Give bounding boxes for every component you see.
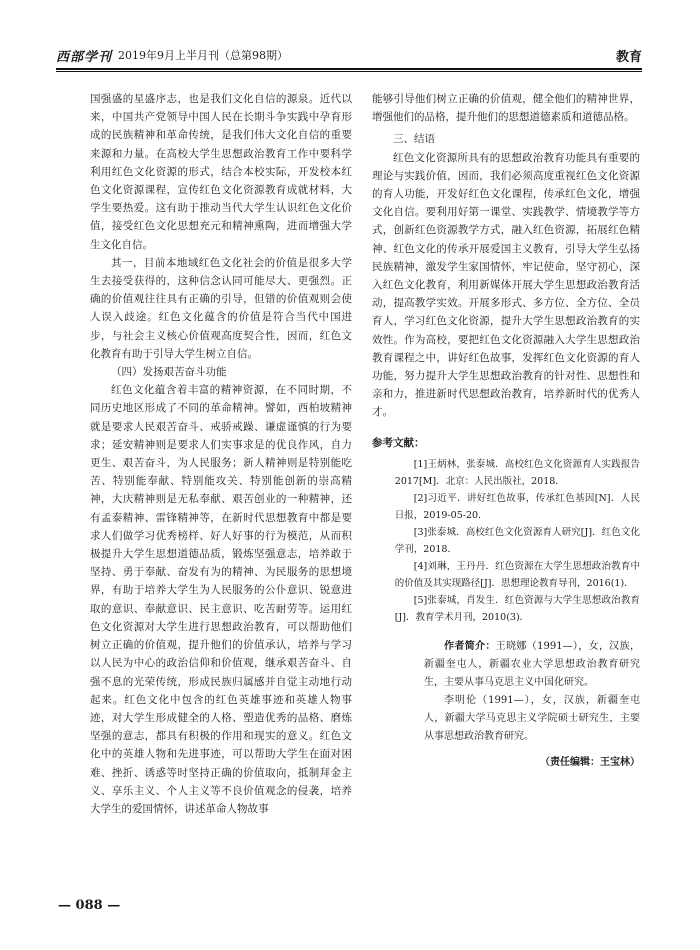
- header-rule-thin: [56, 71, 642, 72]
- right-column: [372, 90, 640, 772]
- author-line: [372, 638, 640, 692]
- page-number: — 088 —: [58, 898, 121, 913]
- section-name: 教育: [615, 50, 642, 65]
- header-rule: [56, 68, 642, 70]
- paragraph: 其一，目前本地域红色文化社会的价值是很多大学生去接受获得的，这种信念认同可能尽大、更强烈。正确的价值观往往具有正确的引导，但错的价值观则会使人误入歧途。红色文化蕴含的价值是符合当代中国进步，与社会主义核心价值观高度契合性，因而，红色文化教育有助于引导大学生树立自信。: [90, 256, 352, 360]
- paragraph: 红色文化资源所具有的思想政治教育功能具有重要的理论与实践价值，因而，我们必须高度重视红色文化资源的育人功能，开发好红色文化课程，传承红色文化，增强文化自信。要利用好第一课堂、实践教学、情境教学等方式，创新红色资源教学方式，融入红色资源，拓展红色精神、红色文化的传承开展爱国主义教育，引导大学生弘扬民族精神，激发学生家国情怀，牢记使命，坚守初心，深入红色文化教育，利用新媒体开展大学生思想政治教育活动，提高教学实效。开展多形式、多方位、全方位、全员育人，学习红色文化资源，提升大学生思想政治教育的实效性。作为高校，要把红色文化资源融入大学生思想政治教育课程之中，讲好红色故事，发挥红色文化资源的育人功能，努力提升大学生思想政治教育的针对性、思想性和亲和力，推进新时代思想政治教育，培养新时代的优秀人才。: [372, 151, 640, 419]
- author-text: 王晓娜（1991—），女，汉族，新疆奎屯人，新疆农业大学思想政治教育研究生，主要从事马克思主义中国化研究。: [424, 640, 640, 688]
- reference-item: [4]刘琳，王丹丹．红色资源在大学生思想政治教育中的价值及其实现路径[J]．思想理论教育导刊，2016(1)．: [394, 560, 640, 589]
- journal-name: 西部学刊: [56, 50, 113, 65]
- reference-item: [1]王炳林，张泰城．高校红色文化资源育人实践报告2017[M]．北京：人民出版社，2018．: [394, 458, 640, 487]
- paragraph: 红色文化蕴含着丰富的精神资源，在不同时期，不同历史地区形成了不同的革命精神。譬如，西柏坡精神就是要求人民艰苦奋斗、戒骄戒躁、谦虚谨慎的行为要求；延安精神则是要求人们实事求是的优良作风，自力更生、艰苦奋斗，为人民服务；新人精神则是特别能吃苦、特别能奉献、特别能攻关、特别能创新的崇高精神，大庆精神则是无私奉献、艰苦创业的一种精神，还有孟泰精神、雷锋精神等，在新时代思想教育中都是要求人们做学习优秀榜样、好人好事的行为模范，从而积极提升大学生思想道德品质，锻炼坚强意志，培养敢于坚持、勇于奉献、奋发有为的精神、为民服务的思想境界，有助于培养大学生为人民服务的公仆意识、锐意进取的意识、奉献意识、民主意识、吃苦耐劳等。运用红色文化资源对大学生进行思想政治教育，可以帮助他们树立正确的价值观，提升他们的价值承认，培养与学习以人民为中心的政治信仰和价值观，继承艰苦奋斗、自强不息的光荣传统，形成民族归属感并自觉主动地行动起来。红色文化中包含的红色英雄事迹和英雄人物事迹，对大学生形成健全的人格、塑造优秀的品格、磨炼坚强的意志，都具有积极的作用和现实的意义。红色文化中的英雄人物和先进事迹，可以帮助大学生在面对困难、挫折、诱惑等时坚持正确的价值取向，抵制拜金主义、享乐主义、个人主义等不良价值观念的侵袭，培养大学生的爱国情怀，讲述革命人物故事: [90, 384, 352, 815]
- author-label: 作者简介：: [444, 640, 496, 652]
- subheading: （四）发扬艰苦奋斗功能: [111, 366, 227, 379]
- paragraph: 能够引导他们树立正确的价值观，健全他们的精神世界，增强他们的品格，提升他们的思想道德素质和道德品格。: [372, 93, 640, 124]
- author-line: 李明伦（1991—），女，汉族，新疆奎屯人，新疆大学马克思主义学院硕士研究生，主要从事思想政治教育研究。: [424, 694, 640, 742]
- left-column: [90, 90, 352, 818]
- issue-info: 2019年9月上半月刊（总第98期）: [118, 49, 288, 62]
- page-header: [56, 44, 642, 66]
- references-title: 参考文献：: [372, 436, 425, 449]
- editor-credit: （责任编辑：王宝林）: [540, 756, 640, 768]
- reference-item: [5]张泰城，肖发生．红色资源与大学生思想政治教育[J]．教育学术月刊，2010(3)．: [394, 594, 640, 623]
- reference-item: [2]习近平．讲好红色故事，传承红色基因[N]．人民日报，2019-05-20．: [394, 492, 640, 521]
- section-heading: 三、结语: [393, 133, 435, 146]
- paragraph: 国强盛的星盛序志，也是我们文化自信的源泉。近代以来，中国共产党领导中国人民在长期斗争实践中孕育形成的民族精神和革命传统，是我们伟大文化自信的重要来源和力量。在高校大学生思想政治教育工作中要科学利用红色文化资源的形式，结合本校实际，开发校本红色文化资源课程，宣传红色文化资源教育成就材料，大学生要热爱。这有助于推动当代大学生认识红色文化价值，接受红色文化思想充元和精神熏陶，进而增强大学生文化自信。: [90, 93, 352, 251]
- reference-item: [3]张泰城．高校红色文化资源育人研究[J]．红色文化学刊，2018．: [394, 526, 640, 555]
- author-intro: [372, 638, 640, 746]
